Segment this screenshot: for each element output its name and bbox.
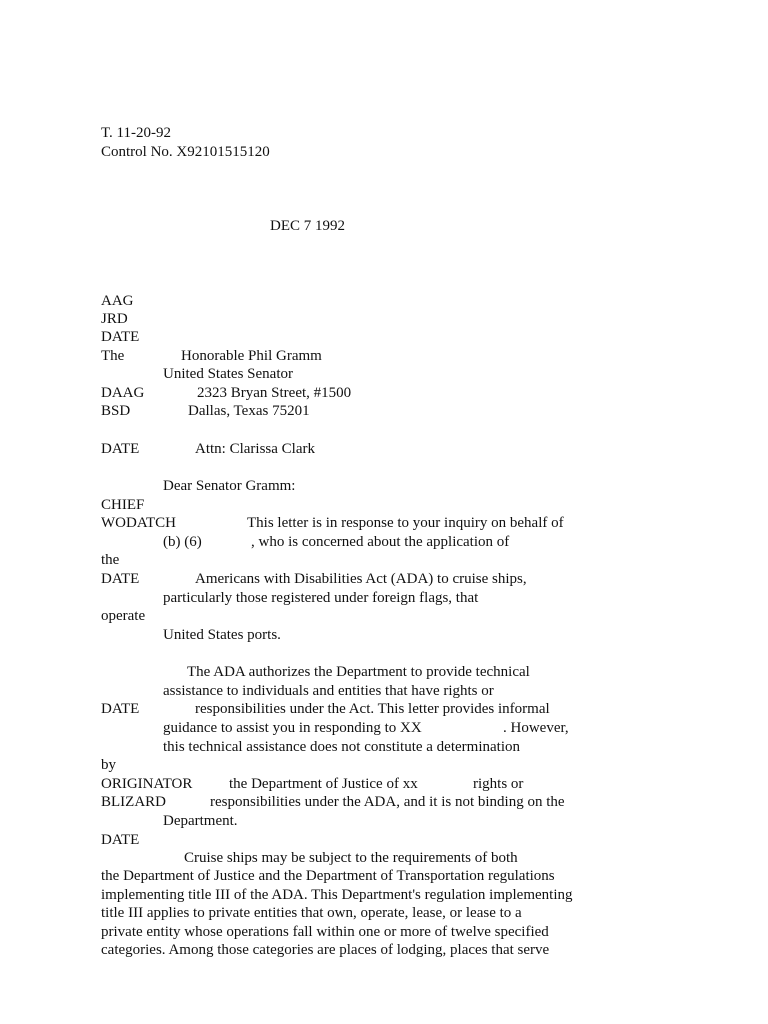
body-line: the Department of Justice of xx <box>229 776 418 792</box>
routing-bsd: BSD <box>101 403 131 419</box>
body-line: This letter is in response to your inquiry on behalf of <box>247 515 564 531</box>
body-line: Department. <box>163 813 238 829</box>
body-line: assistance to individuals and entities that have rights or <box>163 683 494 699</box>
body-line: implementing title III of the ADA. This Department's regulation implementing <box>101 887 573 903</box>
address-street: 2323 Bryan Street, #1500 <box>197 385 352 401</box>
address-attn: Attn: Clarissa Clark <box>195 441 315 457</box>
routing-chief: CHIEF <box>101 497 145 513</box>
routing-date: DATE <box>101 329 140 345</box>
routing-date: DATE <box>101 701 140 717</box>
routing-aag: AAG <box>101 293 134 309</box>
routing-date: DATE <box>101 441 140 457</box>
salutation: Dear Senator Gramm: <box>163 478 296 494</box>
body-line: title III applies to private entities that own, operate, lease, or lease to a <box>101 905 522 921</box>
routing-daag: DAAG <box>101 385 145 401</box>
body-line: guidance to assist you in responding to XX <box>163 720 422 736</box>
routing-blizard: BLIZARD <box>101 794 166 810</box>
routing-date: DATE <box>101 832 140 848</box>
body-line: United States ports. <box>163 627 281 643</box>
routing-originator: ORIGINATOR <box>101 776 193 792</box>
body-line: The ADA authorizes the Department to provide technical <box>187 664 530 680</box>
address-city: Dallas, Texas 75201 <box>188 403 310 419</box>
body-line: the Department of Justice and the Department of Transportation regulations <box>101 868 555 884</box>
wrapped-word: operate <box>101 608 146 624</box>
body-line: . However, <box>503 720 569 736</box>
body-line: responsibilities under the Act. This letter provides informal <box>195 701 550 717</box>
body-line: this technical assistance does not constitute a determination <box>163 739 520 755</box>
routing-jrd: JRD <box>101 311 128 327</box>
address-name: Honorable Phil Gramm <box>181 348 322 364</box>
body-line: categories. Among those categories are places of lodging, places that serve <box>101 942 550 958</box>
body-line: , who is concerned about the application of <box>251 534 510 550</box>
redaction-code: (b) (6) <box>163 534 202 550</box>
routing-wodatch: WODATCH <box>101 515 176 531</box>
body-line: responsibilities under the ADA, and it is not binding on the <box>210 794 565 810</box>
control-number: Control No. X92101515120 <box>101 144 270 160</box>
routing-date: DATE <box>101 571 140 587</box>
body-line: particularly those registered under foreign flags, that <box>163 590 479 606</box>
body-line: Cruise ships may be subject to the requirements of both <box>184 850 518 866</box>
body-line: private entity whose operations fall within one or more of twelve specified <box>101 924 549 940</box>
body-line: Americans with Disabilities Act (ADA) to cruise ships, <box>195 571 527 587</box>
wrapped-word: the <box>101 552 120 568</box>
wrapped-word: by <box>101 757 116 773</box>
typed-date: T. 11-20-92 <box>101 125 171 141</box>
body-line: rights or <box>473 776 524 792</box>
salutation-the: The <box>101 348 125 364</box>
stamp-date: DEC 7 1992 <box>270 218 345 234</box>
address-title: United States Senator <box>163 366 293 382</box>
